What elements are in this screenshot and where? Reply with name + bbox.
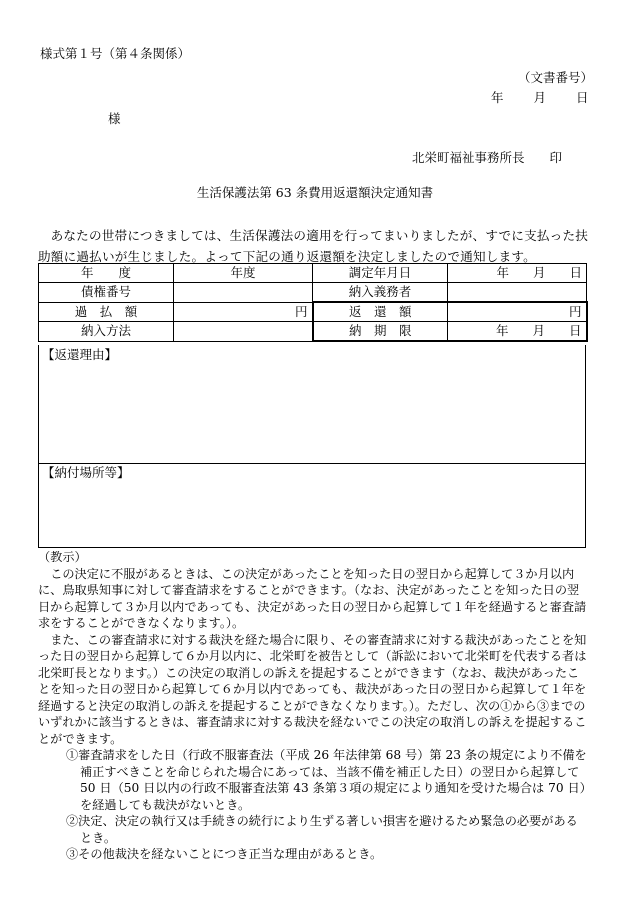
due-year: 年 <box>495 322 509 338</box>
payment-place-box[interactable] <box>38 463 586 548</box>
due-month: 月 <box>532 322 545 338</box>
payment-method-value[interactable] <box>174 322 313 342</box>
document-title: 生活保護法第 63 条費用返還額決定通知書 <box>196 185 434 200</box>
instructions-item-1: ①審査請求をした日（行政不服審査法（平成 26 年法律第 68 号）第 23 条の規定により不備を補正すべきことを命じられた場合にあっては、当該不備を補正した日）の翌日から起算して 50 日（50 日以内の行政不服審査法第 43 条第３項の規定により通知を受けた場合は 70 日）を経過しても裁決がないとき。 <box>66 748 587 812</box>
assessment-month: 月 <box>532 264 546 280</box>
refund-value[interactable]: 円 <box>448 302 587 322</box>
instructions <box>38 549 590 863</box>
refund-table <box>38 263 588 342</box>
intro-paragraph: あなたの世帯につきましては、生活保護法の適用を行ってまいりましたが、すでに支払った扶助額に過払いが生じました。よって下記の通り返還額を決定しましたので通知します。 <box>38 228 589 264</box>
table-row <box>39 283 587 303</box>
due-value[interactable] <box>448 322 587 342</box>
payer-label: 納入義務者 <box>313 283 448 303</box>
issue-date <box>491 90 589 106</box>
overpaid-value[interactable]: 円 <box>174 302 313 322</box>
assessment-day: 日 <box>569 264 582 280</box>
issue-date-year: 年 <box>491 90 504 105</box>
payer-value[interactable] <box>448 283 587 303</box>
fiscal-year-value: 年度 <box>174 264 313 283</box>
due-day: 日 <box>568 322 582 338</box>
issuer: 北栄町福祉事務所長 印 <box>412 150 563 165</box>
table-row <box>39 264 587 283</box>
overpaid-label: 過 払 額 <box>39 302 174 322</box>
payment-method-label: 納入方法 <box>39 322 174 342</box>
table-row <box>39 322 587 342</box>
due-label: 納 期 限 <box>313 322 448 342</box>
issue-date-day: 日 <box>576 90 589 105</box>
issue-date-month: 月 <box>533 90 547 105</box>
instructions-paragraph-1: この決定に不服があるときは、この決定があったことを知った日の翌日から起算して３か月以内に、鳥取県知事に対して審査請求をすることができます。（なお、決定があったことを知った日の翌日から起算して３か月以内であっても、決定があった日の翌日から起算して１年を経過すると審査請求をすることができなくなります。）。 <box>38 566 587 630</box>
document-number: （文書番号） <box>518 70 594 85</box>
fiscal-year-label: 年 度 <box>39 264 174 283</box>
claim-no-value[interactable] <box>174 283 313 303</box>
instructions-paragraph-2: また、この審査請求に対する裁決を経た場合に限り、その審査請求に対する裁決があったことを知った日の翌日から起算して６か月以内に、北栄町を被告として（訴訟において北栄町を代表する者は北栄町長となります。）この決定の取消しの訴えを提起することができます（なお、裁決があったことを知った日の翌日から起算して６か月以内であっても、裁決があった日の翌日から起算して１年を経過すると決定の取消しの訴えを提起することができなくなります。）。ただし、次の①から③までのいずれかに該当するときは、審査請求に対する裁決を経ないでこの決定の取消しの訴えを提起することができます。 <box>38 632 587 746</box>
form-number: 様式第１号（第４条関係） <box>40 46 191 61</box>
claim-no-label: 債権番号 <box>39 283 174 303</box>
payment-place-label: 【納付場所等】 <box>42 465 130 480</box>
table-row <box>39 302 587 322</box>
assessment-date-value <box>448 264 587 283</box>
recipient-honorific: 様 <box>108 111 121 126</box>
refund-reason-label: 【返還理由】 <box>42 347 118 362</box>
instructions-item-3: ③その他裁決を経ないことにつき正当な理由があるとき。 <box>66 847 383 861</box>
refund-label: 返 還 額 <box>313 302 448 322</box>
instructions-item-2: ②決定、決定の執行又は手続きの続行により生ずる著しい損害を避けるため緊急の必要があるとき。 <box>66 814 578 845</box>
assessment-date-label: 調定年月日 <box>313 264 448 283</box>
assessment-year: 年 <box>496 264 509 280</box>
refund-reason-box[interactable] <box>38 345 586 464</box>
instructions-heading: （教示） <box>38 550 87 564</box>
